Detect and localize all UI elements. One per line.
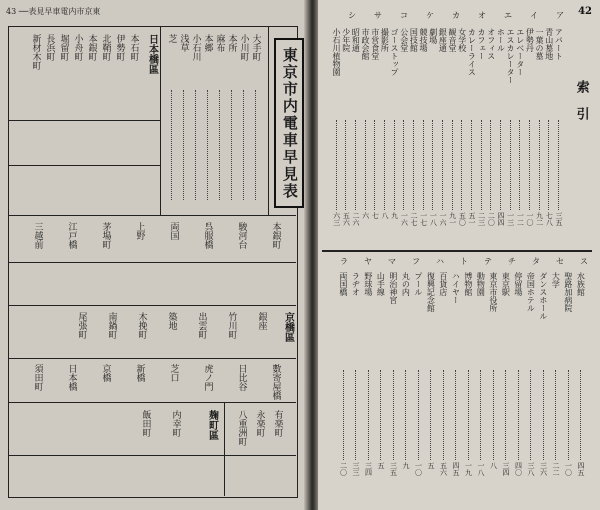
street-label: 本銀町 bbox=[86, 34, 97, 61]
kana-heading: ラ bbox=[340, 257, 348, 266]
dot-leader bbox=[355, 120, 356, 210]
dot-leader bbox=[355, 370, 356, 460]
dot-leader bbox=[490, 120, 491, 210]
dot-leader bbox=[365, 120, 366, 210]
index-page-number: 四五 bbox=[577, 462, 585, 476]
index-entry: ダンスホール bbox=[538, 272, 548, 320]
index-entry: 動物園 bbox=[476, 272, 486, 296]
stop-label: 本銀町 bbox=[270, 222, 281, 249]
index-page-number: 一八 bbox=[429, 212, 438, 226]
index-entry: 一葉の墓 bbox=[535, 28, 545, 60]
index-entry: 競技場 bbox=[419, 28, 429, 52]
index-entry: 復興記念館 bbox=[426, 272, 436, 312]
street-label: 内幸町 bbox=[170, 410, 181, 437]
index-entry: 帝国ホテル bbox=[526, 272, 536, 312]
dot-leader bbox=[394, 120, 395, 210]
divider bbox=[224, 402, 225, 496]
index-entry: 聖路加病院 bbox=[563, 272, 573, 312]
district-label: 小石川 bbox=[190, 34, 201, 61]
divider bbox=[8, 358, 296, 359]
index-page-number: 四五 bbox=[452, 462, 460, 476]
section-divider bbox=[322, 250, 592, 252]
index-entry: エレベーター bbox=[515, 28, 525, 76]
street-label: 本石町 bbox=[128, 34, 139, 61]
index-entry: 伊勢丹 bbox=[525, 28, 535, 52]
stop-label: 芝口 bbox=[168, 364, 179, 382]
street-label: 竹川町 bbox=[226, 312, 237, 339]
dot-leader bbox=[505, 370, 506, 460]
kana-heading: カ bbox=[452, 11, 460, 20]
stop-label: 呉服橋 bbox=[202, 222, 213, 249]
kana-heading: シ bbox=[348, 11, 356, 20]
index-page-number: 七八 bbox=[545, 212, 554, 226]
index-entry: プール bbox=[413, 272, 423, 296]
stop-label: 數寄屋橋 bbox=[270, 364, 281, 400]
stop-label: 茅場町 bbox=[100, 222, 111, 249]
stop-label: 京橋 bbox=[100, 364, 111, 382]
index-page-number: 一九 bbox=[464, 462, 473, 476]
index-entry: 少年院 bbox=[341, 28, 351, 52]
running-head: 43 ──表見早車電内市京東 bbox=[6, 7, 101, 16]
dot-leader bbox=[336, 120, 337, 210]
dot-leader bbox=[455, 370, 456, 460]
index-page-number: 三三 bbox=[352, 462, 360, 476]
dot-leader bbox=[530, 370, 531, 460]
dot-leader bbox=[510, 120, 511, 210]
kana-heading: エ bbox=[504, 11, 512, 20]
index-page-number: 四〇 bbox=[514, 462, 523, 476]
stop-label: 新橋 bbox=[134, 364, 145, 382]
index-page-number: 六三 bbox=[332, 212, 341, 226]
index-page-number: 一〇 bbox=[564, 462, 573, 476]
ward-label: 京橋區 bbox=[282, 312, 294, 342]
kana-heading: オ bbox=[478, 11, 486, 20]
stop-label: 三越前 bbox=[32, 222, 43, 249]
index-entry: 丸の内 bbox=[401, 272, 411, 296]
dot-leader bbox=[405, 370, 406, 460]
index-page-number: 三四 bbox=[364, 462, 373, 476]
index-page-number: 八 bbox=[381, 212, 389, 219]
index-entry: 水族館 bbox=[576, 272, 586, 296]
street-label: 飯田町 bbox=[140, 410, 151, 437]
stop-label: 須田町 bbox=[32, 364, 43, 391]
index-entry: カレーライス bbox=[467, 28, 477, 76]
district-label: 本所 bbox=[226, 34, 237, 52]
divider bbox=[8, 402, 296, 403]
index-entry: ラヂオ bbox=[351, 272, 361, 296]
district-label: 大手町 bbox=[250, 34, 261, 61]
kana-heading: ケ bbox=[426, 11, 434, 20]
table-title: 東京市内電車早見表 bbox=[280, 46, 299, 200]
index-page-number: 五 bbox=[377, 462, 385, 469]
index-page-number: 三四 bbox=[502, 462, 510, 476]
index-entry: アパート bbox=[554, 28, 564, 60]
index-entry: 小石川植物園 bbox=[332, 28, 342, 76]
dot-leader bbox=[558, 120, 559, 210]
index-page-number: 一六 bbox=[400, 212, 409, 226]
index-entry: 国技館 bbox=[409, 28, 419, 52]
index-entry: 大学 bbox=[551, 272, 561, 288]
kana-heading: マ bbox=[388, 257, 396, 266]
street-label: 八重洲町 bbox=[236, 410, 247, 446]
dot-leader bbox=[443, 370, 444, 460]
ward-label: 麹町區 bbox=[206, 410, 218, 440]
index-entry: 銀座通 bbox=[438, 28, 448, 52]
index-page-number: 七 bbox=[371, 212, 380, 219]
index-page-number: 三八 bbox=[527, 462, 535, 476]
dot-leader bbox=[430, 370, 431, 460]
index-page-number: 三五 bbox=[389, 462, 398, 476]
district-label: 小川町 bbox=[238, 34, 249, 61]
divider bbox=[8, 165, 160, 166]
kana-heading: テ bbox=[484, 257, 492, 266]
right-page bbox=[318, 0, 600, 510]
index-entry: 山手線 bbox=[376, 272, 386, 296]
dot-leader bbox=[480, 370, 481, 460]
dot-leader bbox=[380, 370, 381, 460]
index-entry: 東京市役所 bbox=[488, 272, 498, 312]
index-page-number: 九 bbox=[402, 462, 410, 469]
index-entry: 野球場 bbox=[363, 272, 373, 296]
index-page-number: 二六 bbox=[352, 212, 360, 226]
divider bbox=[8, 120, 160, 121]
index-entry: 市政会館 bbox=[361, 28, 371, 60]
street-label: 南鍋町 bbox=[106, 312, 117, 339]
kana-heading: タ bbox=[532, 257, 540, 266]
index-entry: 女学校 bbox=[457, 28, 467, 52]
dot-leader bbox=[393, 370, 394, 460]
index-page-number: 二二 bbox=[552, 462, 560, 476]
dot-leader bbox=[413, 120, 414, 210]
dot-leader bbox=[374, 120, 375, 210]
divider bbox=[160, 26, 161, 215]
divider bbox=[268, 26, 269, 215]
dot-leader bbox=[442, 120, 443, 210]
dot-leader bbox=[468, 370, 469, 460]
index-entry: カフェー bbox=[477, 28, 487, 60]
index-entry: 百貨店 bbox=[438, 272, 448, 296]
index-entry: 劇場 bbox=[428, 28, 438, 44]
dot-leader bbox=[543, 370, 544, 460]
divider bbox=[8, 455, 296, 456]
index-page-number: 一七 bbox=[419, 212, 428, 226]
index-page-number: 五一 bbox=[468, 212, 476, 226]
dot-leader bbox=[493, 370, 494, 460]
index-page-number: 五六 bbox=[342, 212, 351, 226]
index-entry: 明治神宮 bbox=[388, 272, 398, 304]
stop-label: 虎ノ門 bbox=[202, 364, 213, 391]
index-page-number: 二〇 bbox=[339, 462, 348, 476]
kana-heading: ト bbox=[460, 257, 468, 266]
index-page-number: 五〇 bbox=[458, 212, 467, 226]
index-page-number: 二三 bbox=[477, 212, 486, 226]
index-entry: 公会堂 bbox=[399, 28, 409, 52]
district-label: 本郷 bbox=[202, 34, 213, 52]
dot-leader bbox=[384, 120, 385, 210]
dot-leader bbox=[345, 120, 346, 210]
divider bbox=[8, 262, 296, 263]
dot-leader bbox=[529, 120, 530, 210]
dot-leader bbox=[481, 120, 482, 210]
dot-leader bbox=[452, 120, 453, 210]
street-label: 小舟町 bbox=[72, 34, 83, 61]
divider bbox=[8, 305, 296, 306]
index-entry: 観音堂 bbox=[448, 28, 458, 52]
street-label: 出雲町 bbox=[196, 312, 207, 339]
dot-leader bbox=[461, 120, 462, 210]
kana-heading: イ bbox=[530, 11, 538, 20]
dot-leader bbox=[580, 370, 581, 460]
stop-label: 上野 bbox=[134, 222, 145, 240]
street-label: 築地 bbox=[166, 312, 177, 330]
street-label: 伊勢町 bbox=[114, 34, 125, 61]
dot-leader bbox=[471, 120, 472, 210]
district-label: 浅草 bbox=[178, 34, 189, 52]
index-page-number: 八 bbox=[489, 462, 498, 469]
dot-leader bbox=[568, 370, 569, 460]
dot-leader bbox=[518, 370, 519, 460]
index-page-number: 五 bbox=[427, 462, 435, 469]
ward-label: 日本橋區 bbox=[146, 34, 158, 74]
index-entry: オフィス bbox=[486, 28, 496, 60]
stop-label: 両国 bbox=[168, 222, 179, 240]
street-label: 永楽町 bbox=[254, 410, 265, 437]
dot-leader bbox=[500, 120, 501, 210]
district-label: 芝 bbox=[166, 34, 177, 43]
index-page-number: 二〇 bbox=[487, 212, 496, 226]
index-entry: 撮影所 bbox=[380, 28, 390, 52]
index-page-number: 一六 bbox=[439, 212, 447, 226]
index-page-number: 二七 bbox=[410, 212, 418, 226]
index-page-number: 三五 bbox=[555, 212, 563, 226]
kana-heading: ア bbox=[556, 11, 564, 20]
index-page-number: 九 bbox=[390, 212, 399, 219]
index-entry: ゴーストップ bbox=[390, 28, 400, 76]
kana-heading: ス bbox=[580, 257, 588, 266]
stop-label: 駿河台 bbox=[236, 222, 247, 249]
kana-heading: フ bbox=[412, 257, 420, 266]
index-page-number: 一二 bbox=[516, 212, 525, 226]
street-label: 堀留町 bbox=[58, 34, 69, 61]
kana-heading: コ bbox=[400, 11, 408, 20]
index-page-number: 一三 bbox=[506, 212, 515, 226]
index-page-number: 九二 bbox=[535, 212, 544, 226]
district-label: 麻布 bbox=[214, 34, 225, 52]
dot-leader bbox=[555, 370, 556, 460]
street-label: 新材木町 bbox=[30, 34, 41, 70]
index-page-number: 一〇 bbox=[414, 462, 423, 476]
dot-leader bbox=[548, 120, 549, 210]
kana-heading: ハ bbox=[436, 257, 444, 266]
index-entry: 東京駅 bbox=[501, 272, 511, 296]
index-page-number: 六 bbox=[361, 212, 370, 219]
table-title-box bbox=[274, 38, 304, 208]
kana-heading: サ bbox=[374, 11, 382, 20]
index-page-number: 一〇 bbox=[526, 212, 534, 226]
index-entry: ホール bbox=[496, 28, 506, 52]
stop-label: 江戸橋 bbox=[66, 222, 77, 249]
index-entry: 青山墓地 bbox=[544, 28, 554, 60]
stop-label: 日本橋 bbox=[66, 364, 77, 391]
index-page-number: 五六 bbox=[439, 462, 448, 476]
index-entry: 停留場 bbox=[513, 272, 523, 296]
dot-leader bbox=[539, 120, 540, 210]
street-label: 木挽町 bbox=[136, 312, 147, 339]
kana-heading: ヤ bbox=[364, 257, 372, 266]
index-page-number: 一八 bbox=[477, 462, 485, 476]
index-entry: 市営食堂 bbox=[370, 28, 380, 60]
divider bbox=[8, 215, 296, 216]
page-number: 42 bbox=[578, 6, 592, 17]
kana-heading: セ bbox=[556, 257, 564, 266]
index-title: 索引 bbox=[573, 80, 589, 134]
street-label: 尾張町 bbox=[76, 312, 87, 339]
kana-heading: チ bbox=[508, 257, 516, 266]
dot-leader bbox=[368, 370, 369, 460]
index-entry: 昭和通 bbox=[351, 28, 361, 52]
index-entry: ハイヤー bbox=[451, 272, 461, 304]
dot-leader bbox=[423, 120, 424, 210]
dot-leader bbox=[519, 120, 520, 210]
street-label: 長浜町 bbox=[44, 34, 55, 61]
street-label: 有楽町 bbox=[272, 410, 283, 437]
dot-leader bbox=[418, 370, 419, 460]
dot-leader bbox=[403, 120, 404, 210]
street-label: 北鞘町 bbox=[100, 34, 111, 61]
stop-label: 日比谷 bbox=[236, 364, 247, 391]
dot-leader bbox=[432, 120, 433, 210]
street-label: 銀座 bbox=[256, 312, 267, 330]
index-entry: 両国橋 bbox=[338, 272, 348, 296]
index-page-number: 四四 bbox=[497, 212, 505, 226]
index-page-number: 三六 bbox=[539, 462, 548, 476]
index-page-number: 九一 bbox=[448, 212, 457, 226]
index-entry: エスカレーター bbox=[506, 28, 516, 84]
index-entry: 博物館 bbox=[463, 272, 473, 296]
dot-leader bbox=[343, 370, 344, 460]
